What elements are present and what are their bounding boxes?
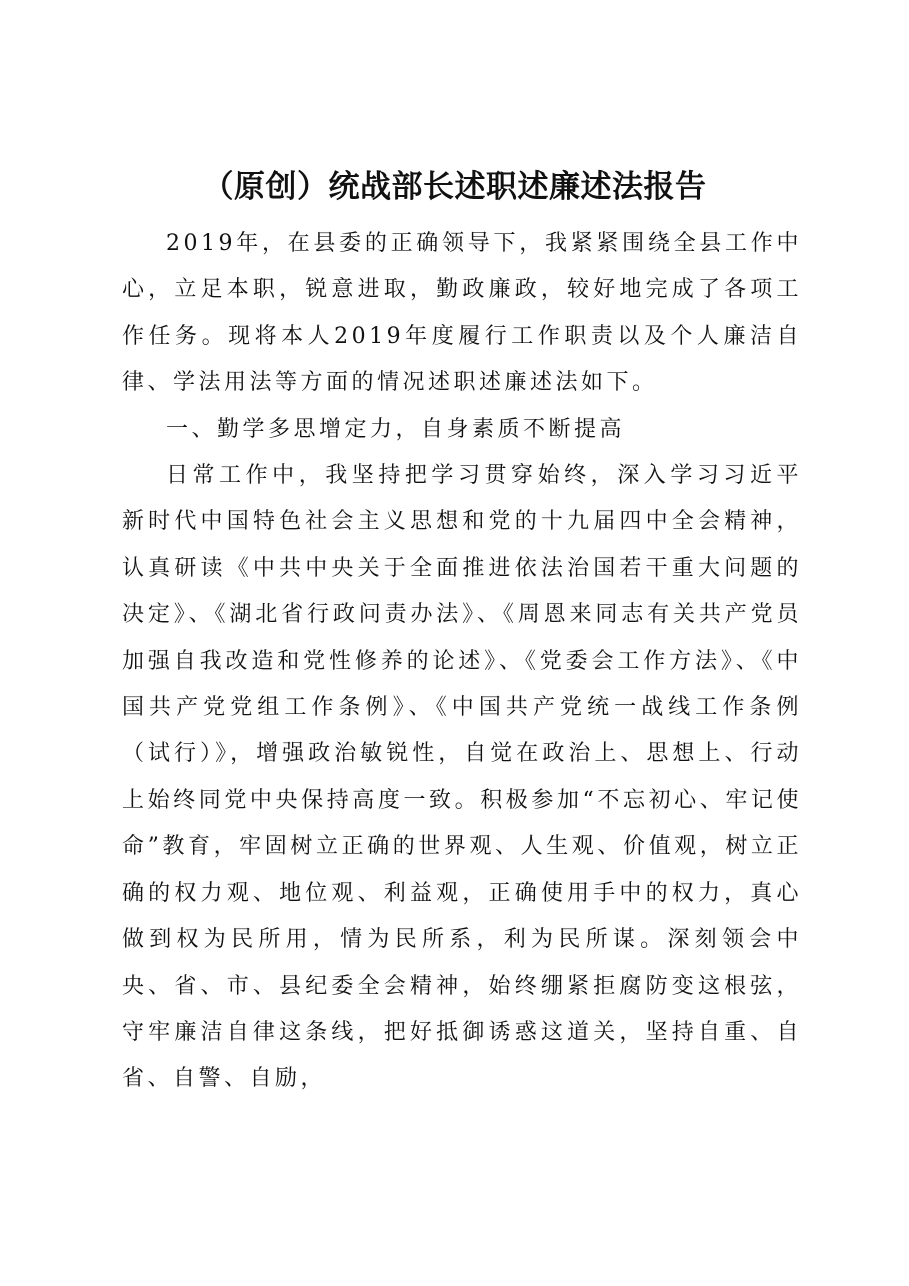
- document-title: （原创）统战部长述职述廉述法报告: [202, 169, 707, 205]
- paragraph-intro: 2019年，在县委的正确领导下，我紧紧围绕全县工作中心，立足本职，锐意进取，勤政廉政，较好地完成了各项工作任务。现将本人2019年度履行工作职责以及个人廉洁自律、学法用法等方面的情况述职述廉述法如下。: [122, 231, 802, 396]
- section-heading-1: 一、勤学多思增定力，自身素质不断提高: [166, 416, 626, 442]
- paragraph-study: 日常工作中，我坚持把学习贯穿始终，深入学习习近平新时代中国特色社会主义思想和党的十九届四中全会精神，认真研读《中共中央关于全面推进依法治国若干重大问题的决定》、《湖北省行政问责办法》、《周恩来同志有关共产党员加强自我改造和党性修养的论述》、《党委会工作方法》、《中国共产党党组工作条例》、《中国共产党统一战线工作条例（试行）》，增强政治敏锐性，自觉在政治上、思想上、行动上始终同党中央保持高度一致。积极参加“不忘初心、牢记使命”教育，牢固树立正确的世界观、人生观、价值观，树立正确的权力观、地位观、利益观，正确使用手中的权力，真心做到权为民所用，情为民所系，利为民所谋。深刻领会中央、省、市、县纪委全会精神，始终绷紧拒腐防变这根弦，守牢廉洁自律这条线，把好抵御诱惑这道关，坚持自重、自省、自警、自励，: [122, 463, 802, 1092]
- document-body: [122, 221, 802, 1103]
